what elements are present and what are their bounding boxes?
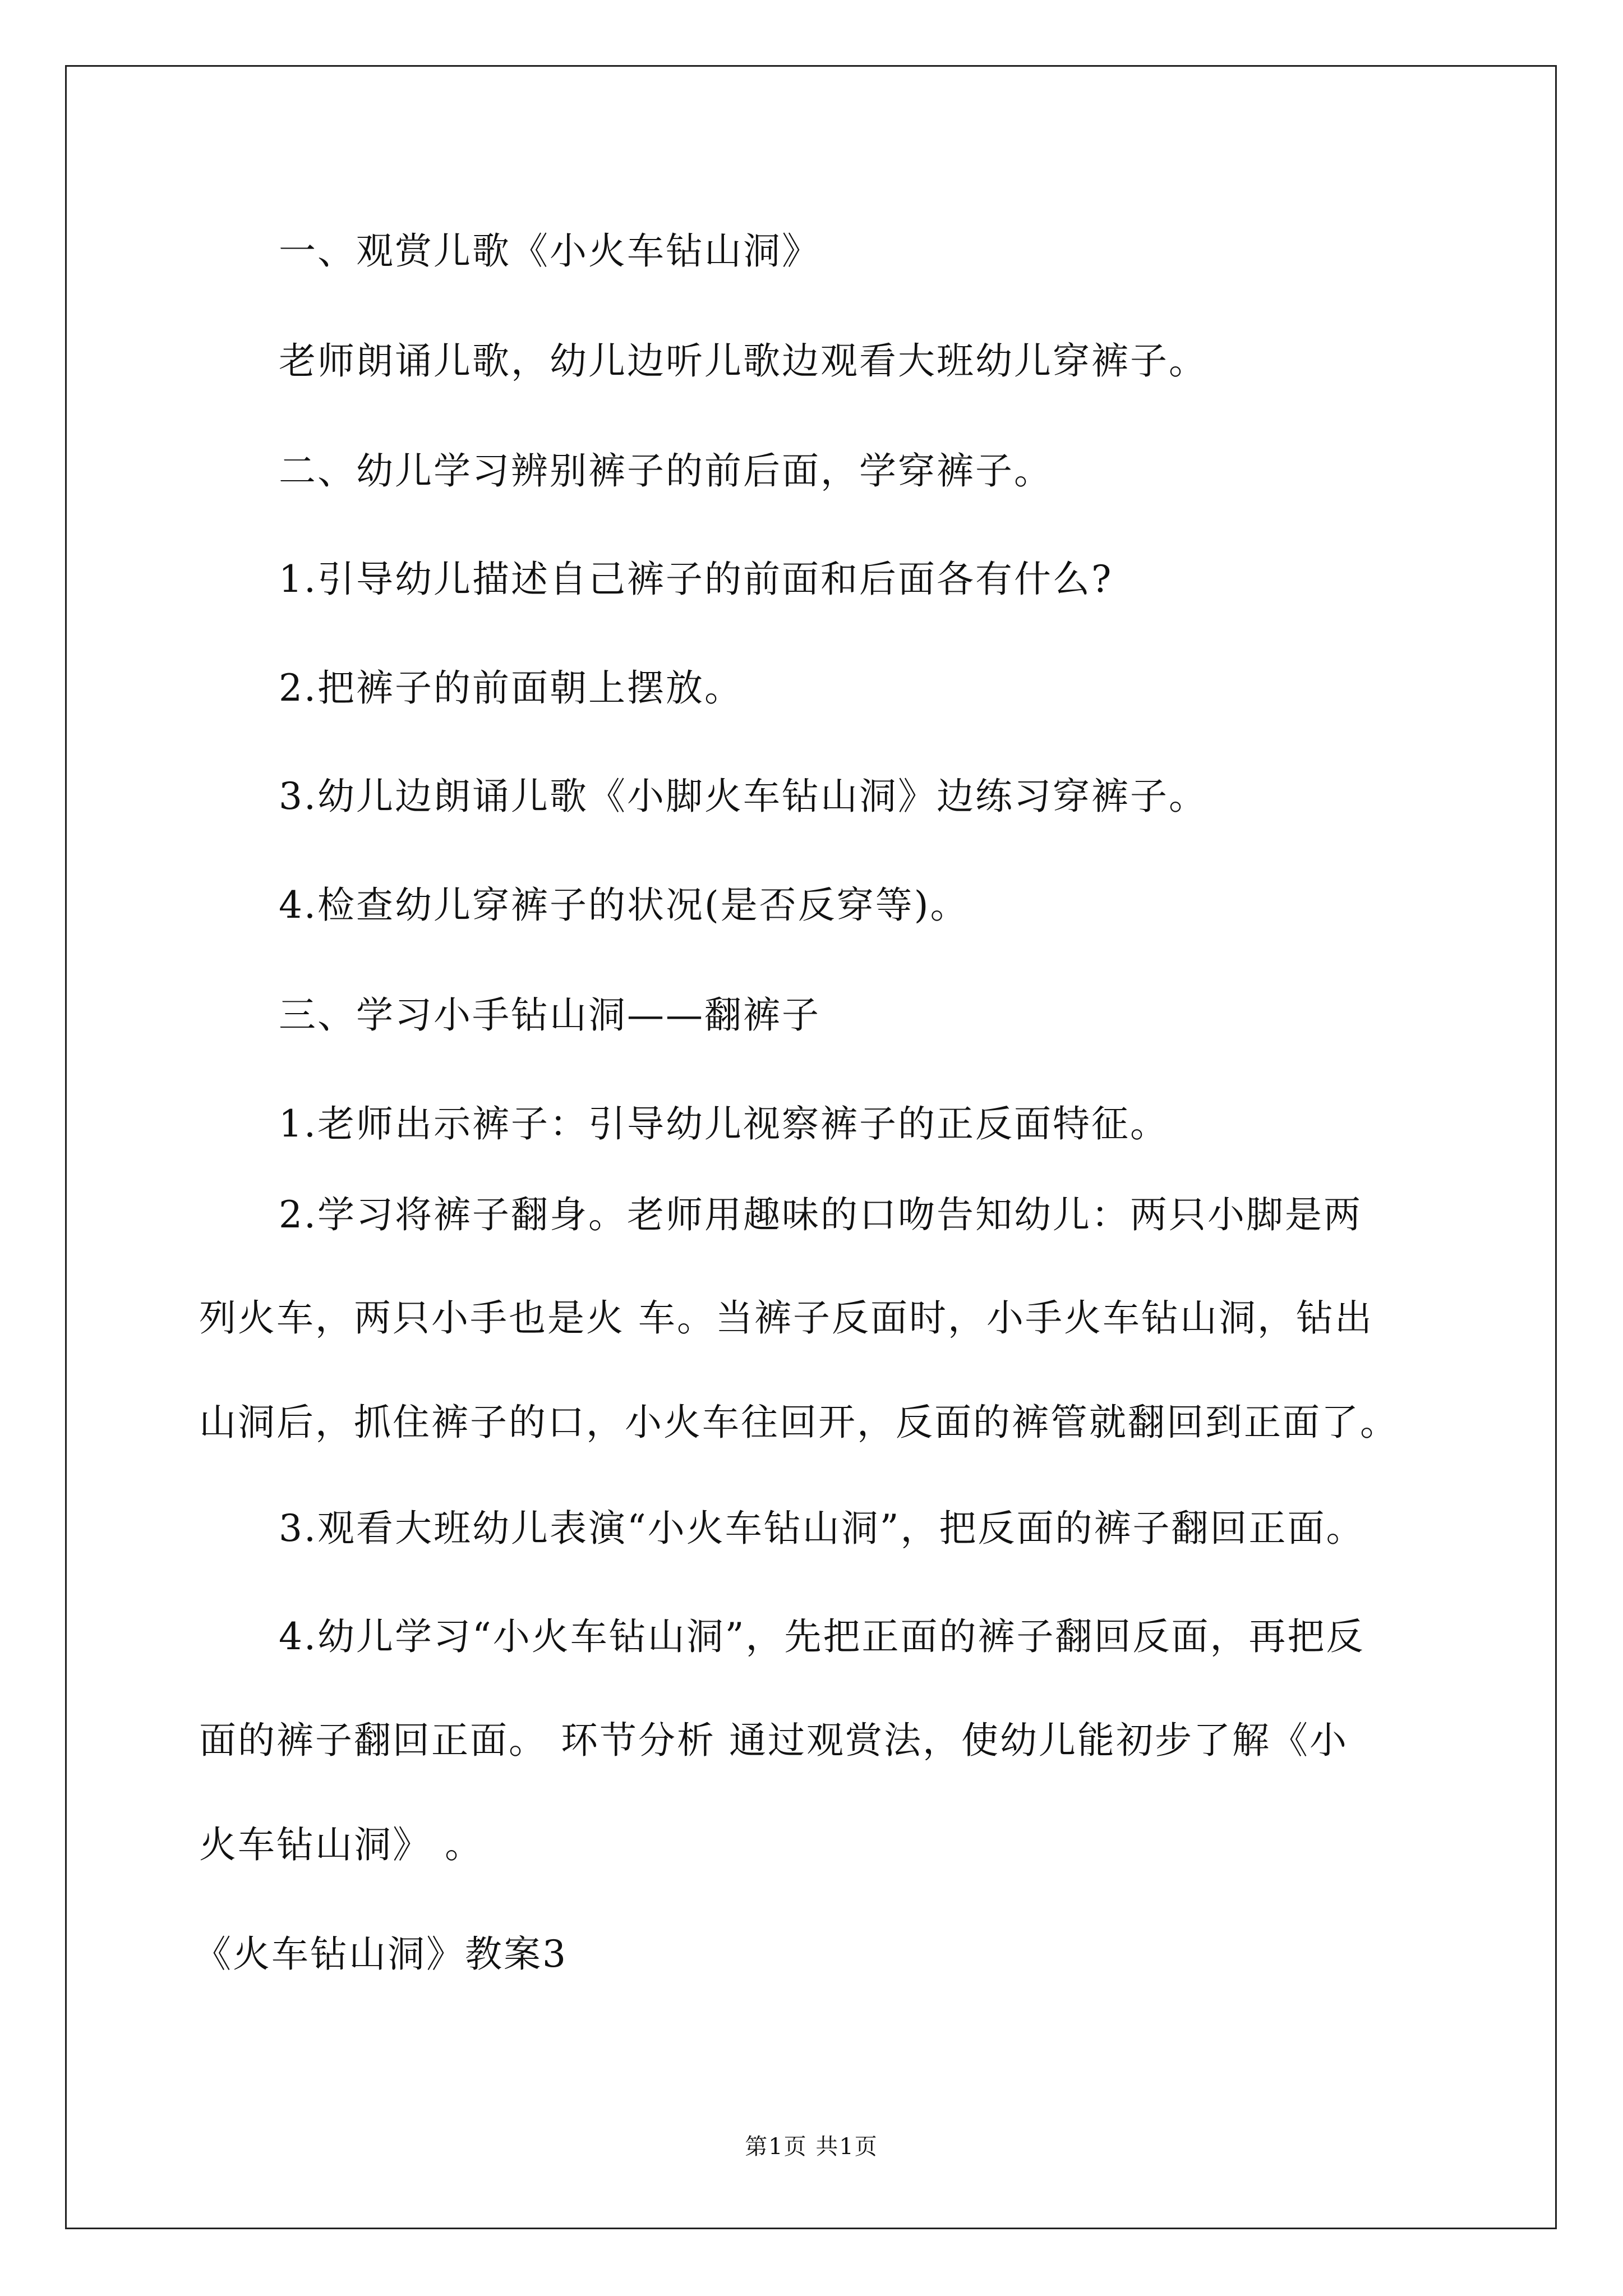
list-item: 1.引导幼儿描述自己裤子的前面和后面各有什么? <box>279 558 1113 601</box>
paragraph-continuation: 火车钻山洞》 。 <box>199 1823 483 1866</box>
list-item: 4.检查幼儿穿裤子的状况(是否反穿等)。 <box>279 884 969 927</box>
paragraph-continuation: 列火车，两只小手也是火 车。当裤子反面时，小手火车钻山洞，钻出 <box>199 1296 1373 1340</box>
list-item: 4.幼儿学习“小火车钻山洞”，先把正面的裤子翻回反面，再把反 <box>279 1615 1365 1658</box>
paragraph-continuation: 山洞后，抓住裤子的口，小火车往回开，反面的裤管就翻回到正面了。 <box>199 1401 1399 1444</box>
page-footer: 第1页 共1页 <box>745 2134 878 2160</box>
section-heading-3: 三、学习小手钻山洞——翻裤子 <box>279 993 820 1037</box>
list-item: 3.观看大班幼儿表演“小火车钻山洞”，把反面的裤子翻回正面。 <box>279 1507 1365 1550</box>
page-border <box>65 65 1557 2229</box>
section-heading-1: 一、观赏儿歌《小火车钻山洞》 <box>279 229 820 273</box>
list-item: 3.幼儿边朗诵儿歌《小脚火车钻山洞》边练习穿裤子。 <box>279 775 1207 818</box>
document-title-next: 《火车钻山洞》教案3 <box>194 1932 568 1976</box>
list-item: 2.学习将裤子翻身。老师用趣味的口吻告知幼儿：两只小脚是两 <box>279 1193 1362 1236</box>
section-heading-2: 二、幼儿学习辨别裤子的前后面，学穿裤子。 <box>279 449 1053 493</box>
list-item: 2.把裤子的前面朝上摆放。 <box>279 666 743 710</box>
paragraph-continuation: 面的裤子翻回正面。 环节分析 通过观赏法，使幼儿能初步了解《小 <box>199 1719 1348 1762</box>
paragraph: 老师朗诵儿歌，幼儿边听儿歌边观看大班幼儿穿裤子。 <box>279 339 1207 383</box>
list-item: 1.老师出示裤子：引导幼儿视察裤子的正反面特征。 <box>279 1102 1169 1145</box>
